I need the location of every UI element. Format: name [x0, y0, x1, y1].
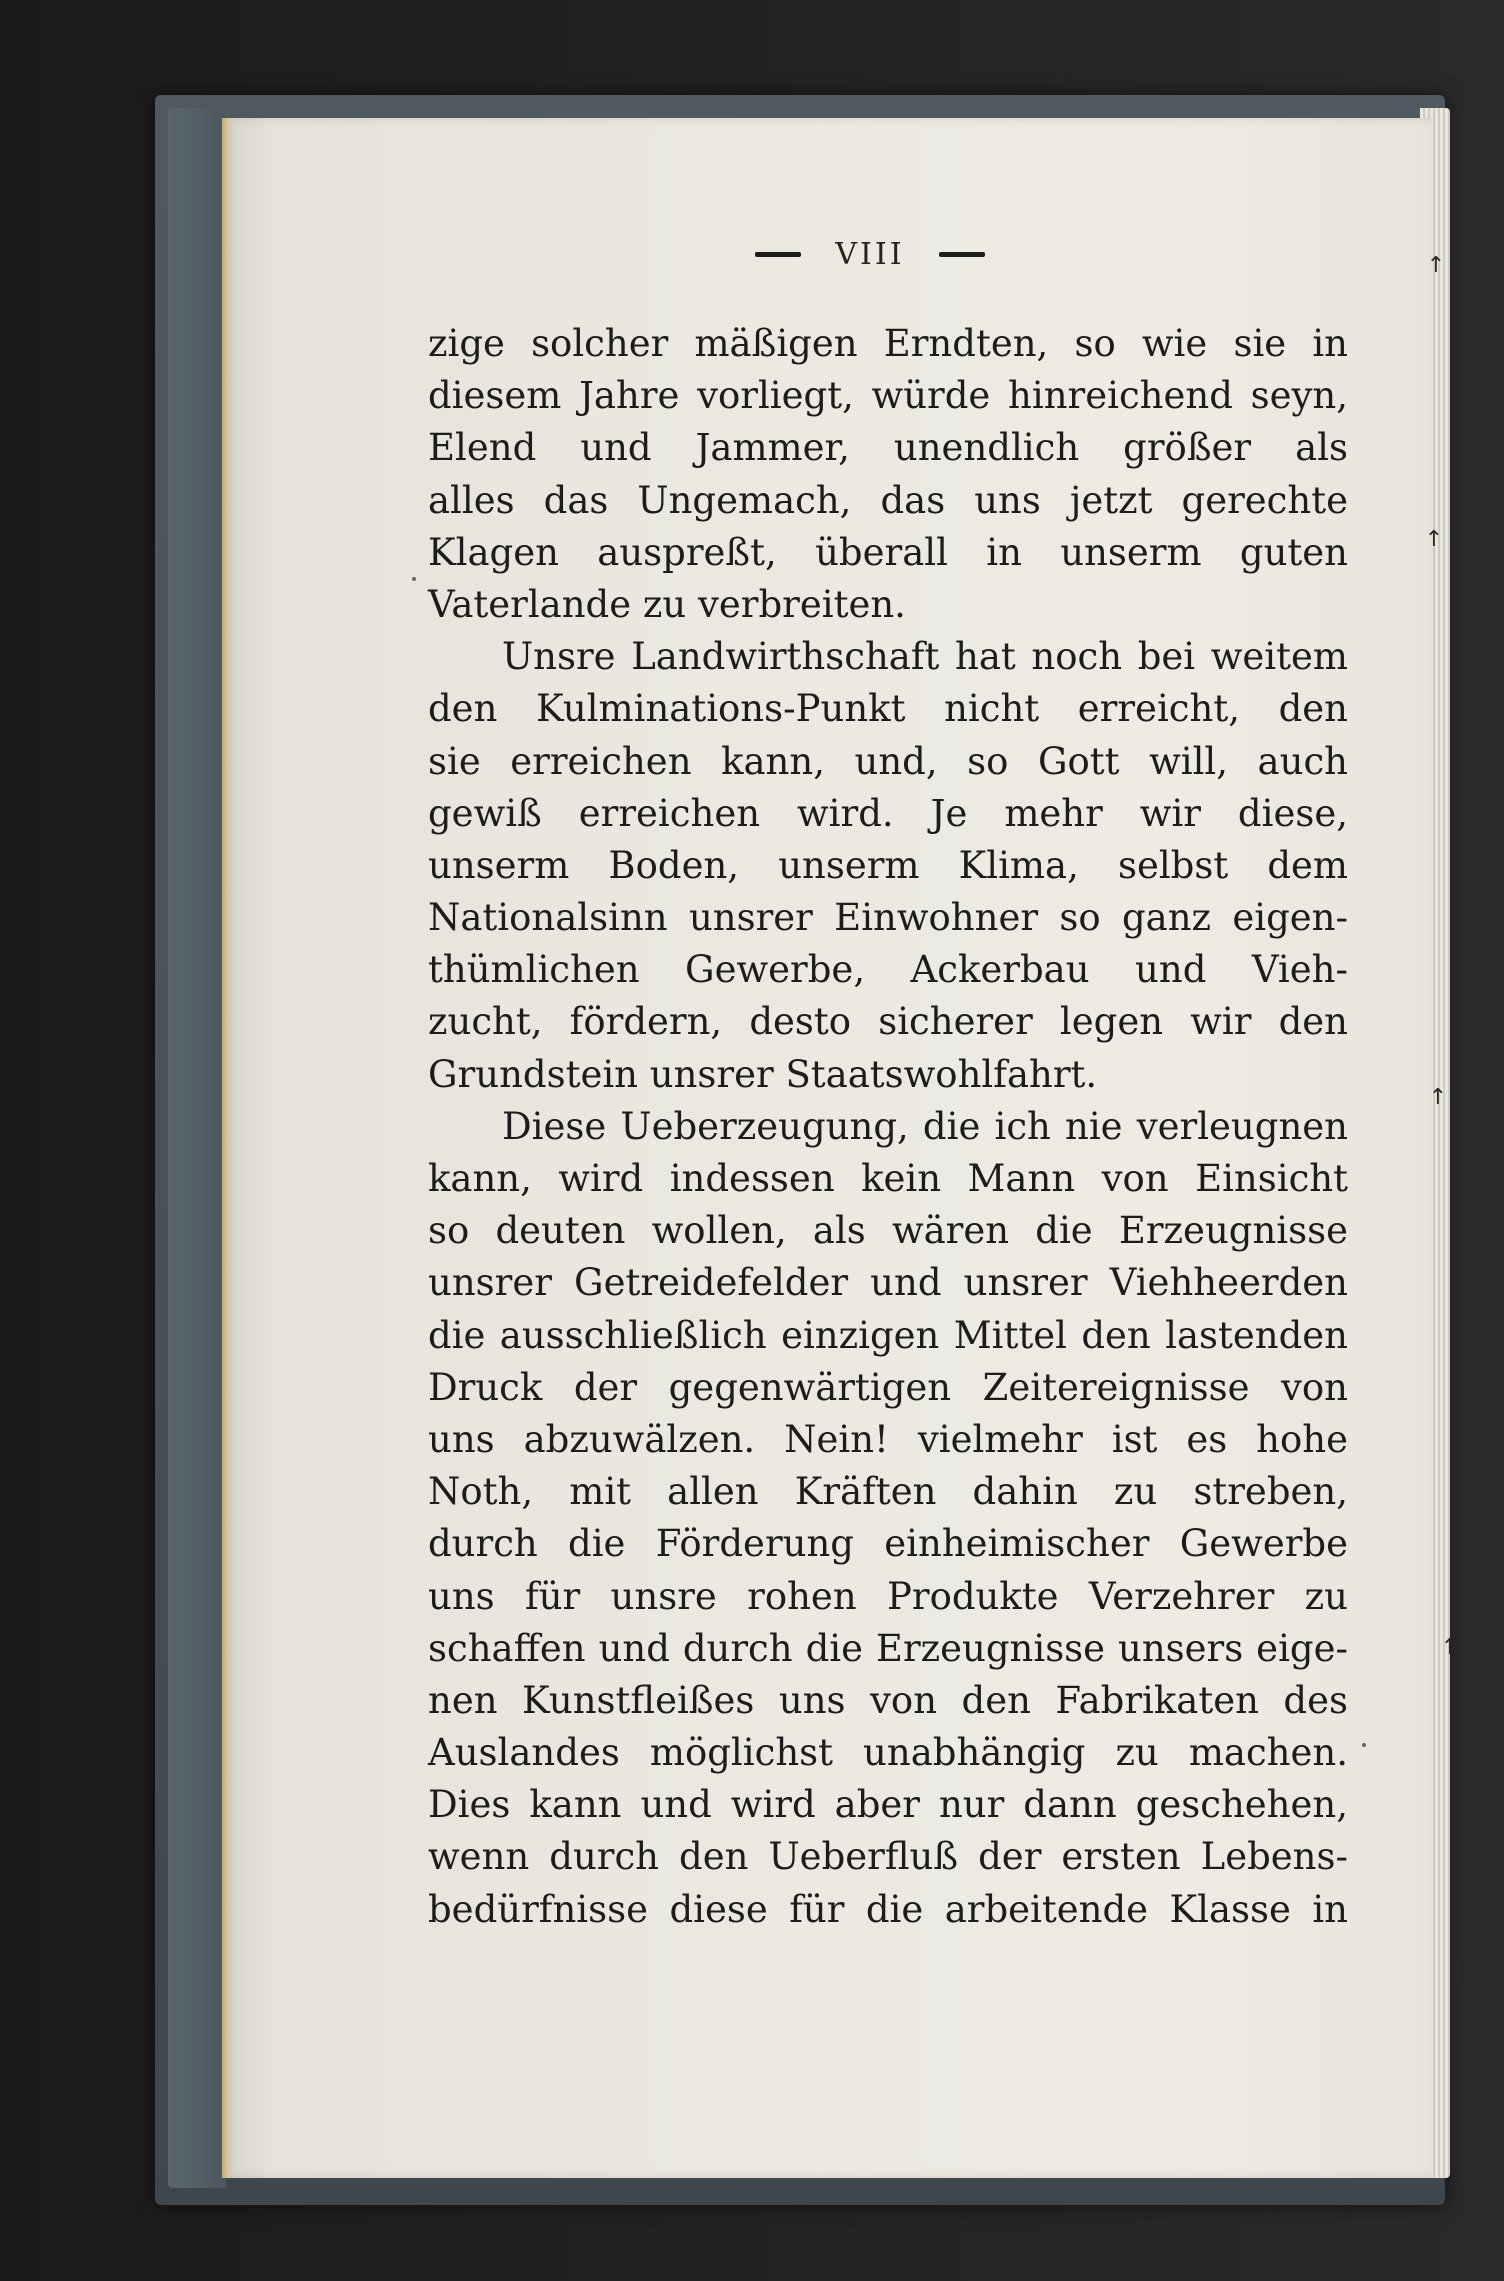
text-line: Diese Ueberzeugung, die ich nie verleugnen	[502, 1104, 1348, 1148]
text-line: so deuten wollen, als wären die Erzeugnisse	[428, 1209, 1348, 1253]
page-number: VIII	[835, 236, 905, 272]
margin-mark: ↑	[1446, 1961, 1466, 1986]
text-line: uns für unsre rohen Produkte Verzehrer zu	[428, 1574, 1348, 1618]
text-line: Unsre Landwirthschaft hat noch bei weitem	[502, 635, 1348, 679]
text-line: Klagen auspreßt, überall in unserm guten	[428, 530, 1348, 574]
text-line: Grundstein unsrer Staatswohlfahrt.	[428, 1052, 1098, 1096]
text-line: Vaterlande zu verbreiten.	[428, 582, 906, 626]
margin-mark: ↑	[1424, 527, 1444, 552]
text-line: wenn durch den Ueberfluß der ersten Lebens-	[428, 1835, 1348, 1879]
text-line: nen Kunstfleißes uns von den Fabrikaten des	[428, 1678, 1348, 1722]
page-header	[720, 232, 1020, 276]
text-line: Auslandes möglichst unabhängig zu machen.	[428, 1731, 1348, 1775]
text-line: Elend und Jammer, unendlich größer als	[428, 426, 1348, 470]
text-line: thümlichen Gewerbe, Ackerbau und Vieh-	[428, 948, 1348, 992]
text-line: Nationalsinn unsrer Einwohner so ganz eigen-	[428, 896, 1348, 940]
text-line: zige solcher mäßigen Erndten, so wie sie in	[428, 322, 1348, 365]
text-line: unsrer Getreidefelder und unsrer Viehheerden	[428, 1261, 1348, 1305]
text-line: Noth, mit allen Kräften dahin zu streben,	[428, 1470, 1348, 1514]
text-line: den Kulminations-Punkt nicht erreicht, den	[428, 687, 1348, 731]
text-line: unserm Boden, unserm Klima, selbst dem	[428, 843, 1348, 887]
text-line: Druck der gegenwärtigen Zeitereignisse von	[428, 1365, 1348, 1409]
margin-mark: ↑	[1440, 1635, 1460, 1660]
margin-mark: ↑	[1426, 253, 1446, 278]
header-dash-left	[755, 252, 801, 257]
stray-mark	[1362, 1743, 1366, 1747]
header-dash-right	[939, 252, 985, 257]
text-line: sie erreichen kann, und, so Gott will, auch	[428, 739, 1348, 783]
text-line: die ausschließlich einzigen Mittel den lastenden	[428, 1313, 1348, 1357]
text-line: Dies kann und wird aber nur dann geschehen,	[428, 1783, 1348, 1827]
body-text	[428, 318, 1348, 1936]
text-line: durch die Förderung einheimischer Gewerbe	[428, 1522, 1348, 1566]
book-spine-edge	[168, 108, 226, 2188]
page-gutter	[222, 118, 232, 2178]
text-line: bedürfnisse diese für die arbeitende Klasse in	[428, 1887, 1348, 1931]
text-line: kann, wird indessen kein Mann von Einsicht	[428, 1157, 1348, 1200]
text-line: diesem Jahre vorliegt, würde hinreichend seyn,	[428, 374, 1348, 418]
text-line: uns abzuwälzen. Nein! vielmehr ist es hohe	[428, 1417, 1348, 1461]
text-line: zucht, fördern, desto sicherer legen wir den	[428, 1000, 1348, 1044]
stray-mark	[412, 577, 416, 581]
text-line: alles das Ungemach, das uns jetzt gerechte	[428, 478, 1348, 522]
text-line: gewiß erreichen wird. Je mehr wir diese,	[428, 791, 1348, 835]
text-line: schaffen und durch die Erzeugnisse unsers eige-	[428, 1626, 1348, 1670]
margin-mark: ↑	[1428, 1085, 1448, 1110]
